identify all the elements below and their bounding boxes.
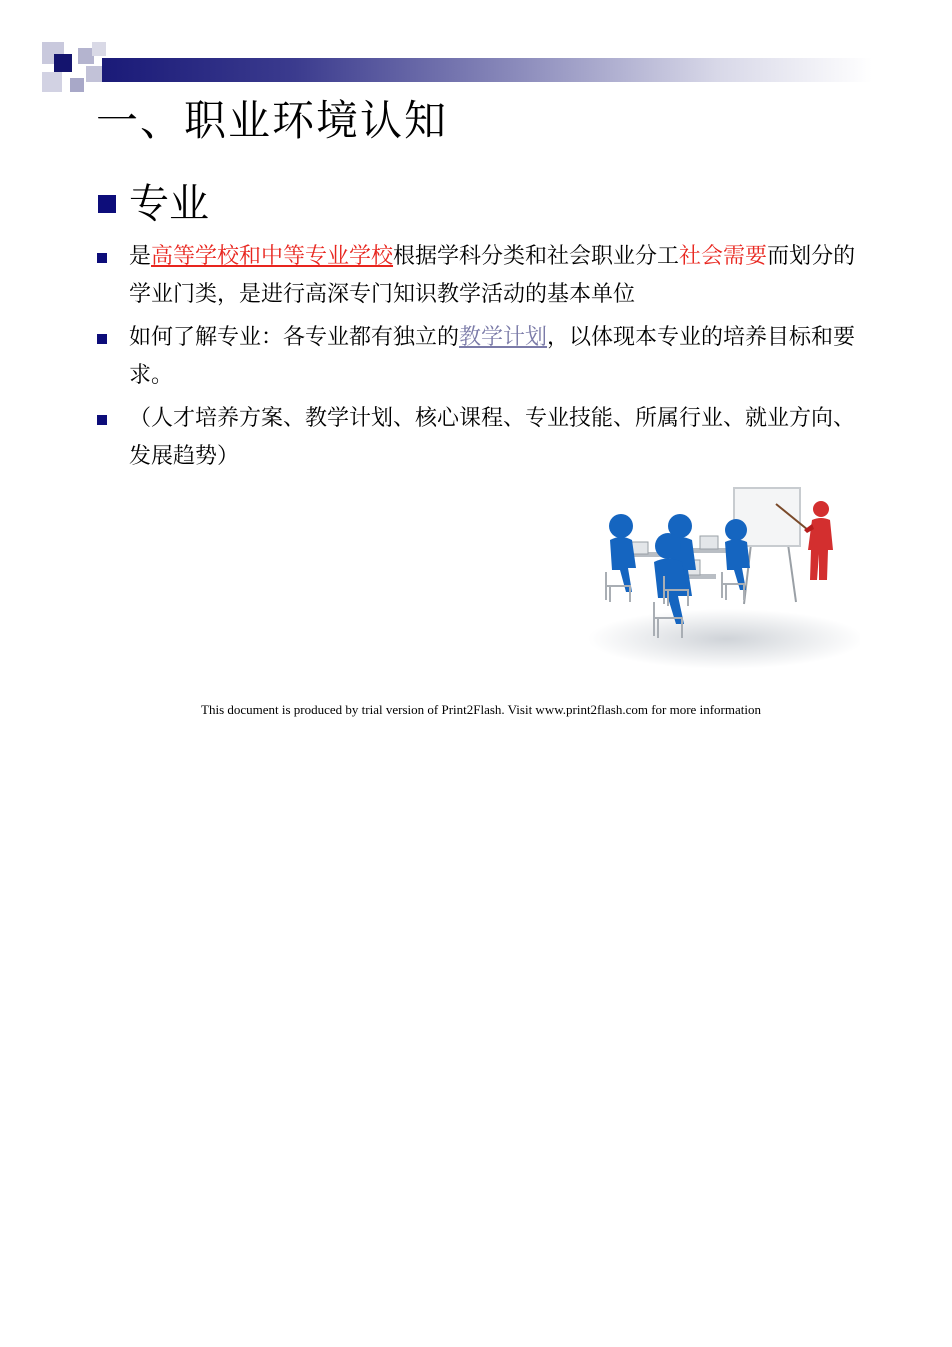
list-item bbox=[96, 400, 861, 476]
item-text: 根据学科分类和社会职业分工 bbox=[393, 244, 680, 269]
trial-watermark-footer: This document is produced by trial version of Print2Flash. Visit www.print2flash.com for more information bbox=[201, 702, 761, 717]
student-figures-icon bbox=[609, 514, 750, 624]
list-item bbox=[96, 319, 861, 395]
square-bullet-icon bbox=[98, 195, 116, 213]
item-text: ，以体现本专业的培养目标和要求。 bbox=[129, 325, 856, 388]
deco-square bbox=[54, 54, 72, 72]
teaching-plan-link[interactable]: 教学计划 bbox=[459, 325, 548, 350]
header-gradient-bar bbox=[102, 58, 872, 82]
square-bullet-icon bbox=[97, 415, 107, 425]
deco-square bbox=[92, 42, 106, 56]
classroom-illustration bbox=[576, 484, 860, 670]
square-bullet-icon bbox=[97, 334, 107, 344]
highlight-text: 社会需要 bbox=[679, 244, 768, 269]
deco-square bbox=[42, 72, 62, 92]
list-item bbox=[96, 238, 861, 314]
page-title: 一、职业环境认知 bbox=[96, 96, 449, 145]
square-bullet-icon bbox=[97, 253, 107, 263]
section-heading bbox=[98, 172, 209, 229]
item-text: 而划分的学业门类，是进行高深专门知识教学活动的基本单位 bbox=[129, 244, 856, 307]
item-text: 是 bbox=[129, 244, 152, 269]
deco-square bbox=[86, 66, 102, 82]
deco-square bbox=[70, 78, 84, 92]
bullet-list bbox=[96, 238, 861, 481]
highlight-link[interactable]: 高等学校和中等专业学校 bbox=[151, 244, 394, 269]
item-text: 如何了解专业：各专业都有独立的 bbox=[129, 325, 460, 350]
section-heading-text: 专业 bbox=[129, 181, 209, 227]
item-text: （人才培养方案、教学计划、核心课程、专业技能、所属行业、就业方向、发展趋势） bbox=[129, 406, 856, 469]
